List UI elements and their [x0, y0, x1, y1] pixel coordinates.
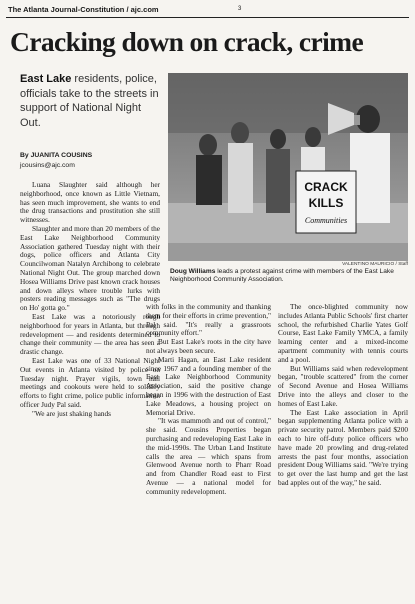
col1-paragraph: "We are just shaking hands: [32, 408, 111, 418]
sign-line-3: Communities: [304, 216, 348, 225]
col1-paragraph: East Lake was one of 33 National Night Out events in Atlanta visited by police on Tuesday night. Prayer vigils, town hall meetings and cookouts were held to solidify efforts to fight crime, police public information officer Judy Pal said.: [20, 355, 160, 409]
byline-email: jcousins@ajc.com: [20, 162, 75, 169]
col3-paragraph: But Williams said when redevelopment began, "trouble scattered" from the corner of Second Avenue and Hosea Williams Drive into the alleys and closer to the homes of East Lake.: [278, 363, 408, 408]
col1-paragraph: Luana Slaughter said although her neighborhood, once known as Little Vietnam, has seen much improvement, she wants to end the drug transactions and prostitution she still witnesses.: [20, 180, 160, 225]
photo-illustration: [168, 73, 408, 261]
article-column-1: [20, 181, 160, 419]
byline-name: By JUANITA COUSINS: [20, 152, 93, 159]
caption-text: leads a protest against crime with members of the East Lake Neighborhood Community Association.: [170, 268, 394, 284]
article-column-3: [278, 303, 408, 488]
headline: Cracking down on crack, crime: [10, 26, 364, 57]
news-photo: [168, 73, 408, 261]
deck-lead: East Lake: [20, 73, 72, 85]
masthead: [6, 4, 409, 16]
col3-paragraph: The East Lake association in April began supplementing Atlanta police with a private security patrol. Members paid $200 each to hire off-duty police officers who have made 20 prowling and drug-related arrests the past four months, association president Doug Williams said. "We're trying to get over the last hump and get the last bad apples out of the way," he said.: [278, 407, 408, 487]
byline: [20, 151, 160, 171]
col1-paragraph: East Lake was a notoriously rough neighborhood for years in Atlanta, but through redevelopment — and residents determined to change their community — the area has seen a drastic change.: [20, 311, 160, 357]
col2-paragraph: "It was mammoth and out of control," she said. Cousins Properties began purchasing and redeveloping East Lake in the mid-1990s. The Urban Land Institute calls the area — which spans from Glenwood Avenue north to Pharr Road and from Chandler Road east to First Avenue — a national model for community redevelopment.: [146, 416, 271, 496]
masthead-paper-name: The Atlanta Journal-Constitution / ajc.com: [8, 5, 159, 14]
col3-paragraph: The once-blighted community now includes Atlanta Public Schools' first charter school, the refurbished Charlie Yates Golf Course, East Lake Family YMCA, a family learning center and a mixed-income apartment community with tennis courts and a pool.: [278, 302, 408, 364]
col1-paragraph: Slaughter and more than 20 members of the East Lake Neighborhood Community Association gathered Tuesday night with their dogs, police officers and Atlanta City Councilwoman Natalyn Archibong to celebrate National Night Out. The group marched down Hosea Williams Drive past known crack houses and down alleys where trouble lurks with posters reading messages such as "The drugs on Ho' gotta go.": [20, 223, 160, 313]
page-number: 3: [238, 6, 242, 12]
caption-name: Doug Williams: [170, 268, 216, 275]
deck: [20, 72, 160, 130]
photo-caption: [170, 268, 408, 285]
sign-line-2: KILLS: [308, 196, 344, 210]
photo-credit: VALENTINO MAURICIO / Staff: [342, 262, 408, 267]
col2-paragraph: with folks in the community and thanking them for their efforts in crime prevention," Pal said. "It's really a grassroots community effort.": [146, 302, 271, 338]
col2-paragraph: Marti Hagan, an East Lake resident since 1967 and a founding member of the East Lake Neighborhood Community Association, said the positive change began in 1996 with the destruction of East Lake Meadows, a housing project on Memorial Drive.: [146, 354, 271, 417]
col2-paragraph: But East Lake's roots in the city have not always been secure.: [146, 337, 271, 355]
masthead-rule: [6, 17, 409, 18]
article-column-2: [146, 303, 271, 497]
deck-text: residents, police, officials take to the streets in support of National Night Out.: [20, 73, 159, 129]
sign-line-1: CRACK: [304, 180, 348, 194]
